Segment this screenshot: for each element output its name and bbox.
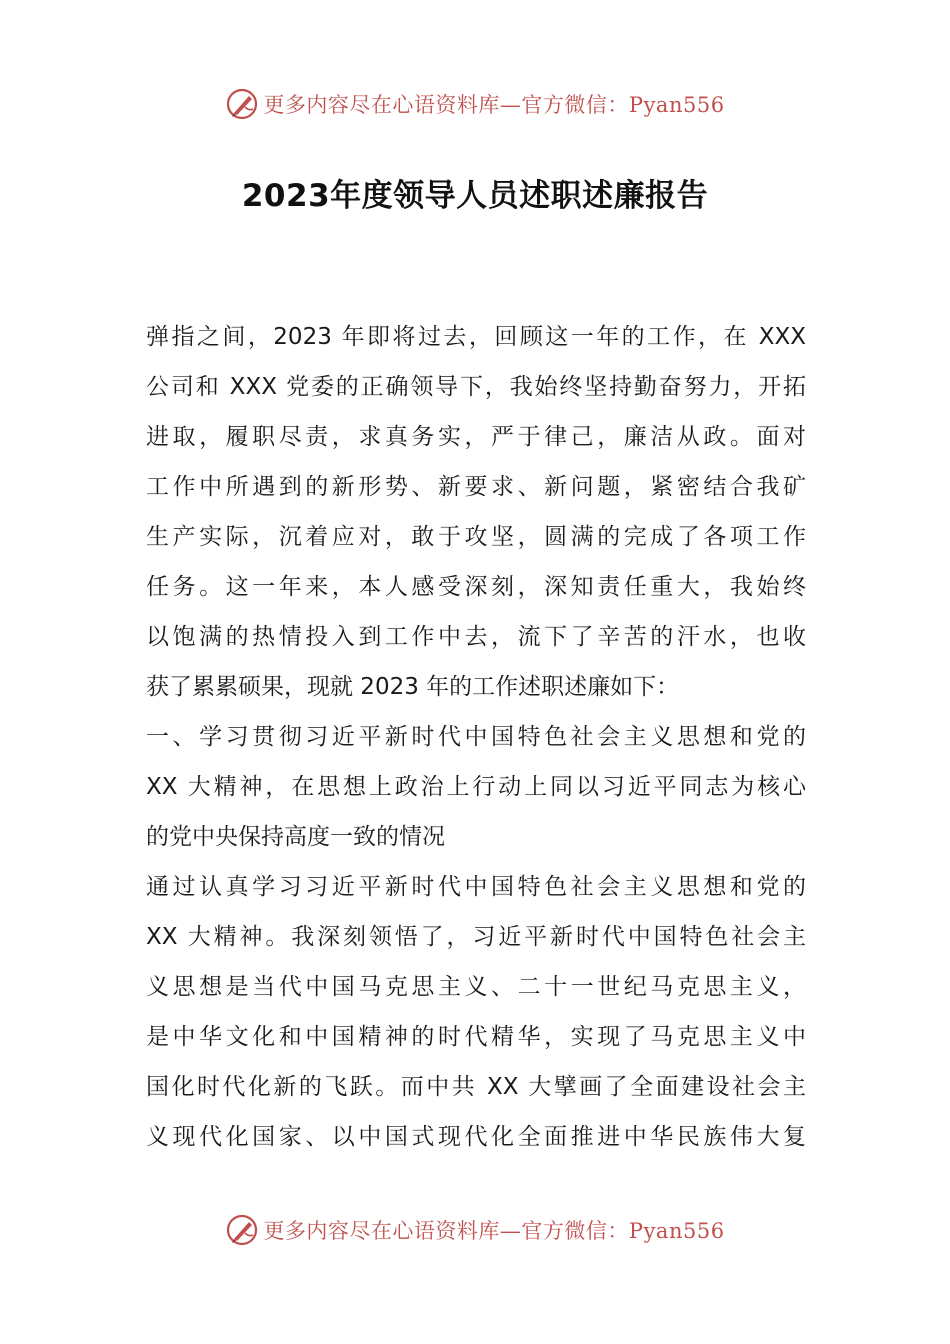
section-heading-1 — [146, 712, 806, 862]
text-line: 公司和 XXX 党委的正确领导下，我始终坚持勤奋努力，开拓 — [146, 374, 806, 400]
text-line: 以饱满的热情投入到工作中去，流下了辛苦的汗水，也收 — [146, 624, 806, 650]
footer-watermark-text: 更多内容尽在心语资料库—官方微信：Pyan556 — [263, 1219, 725, 1243]
pen-logo-icon — [225, 1213, 259, 1247]
paragraph-study — [146, 862, 806, 1162]
text-line: 义思想是当代中国马克思主义、二十一世纪马克思主义， — [146, 974, 806, 1000]
text-line: 义现代化国家、以中国式现代化全面推进中华民族伟大复 — [146, 1124, 806, 1150]
pen-logo-icon — [225, 87, 259, 121]
text-line: 通过认真学习习近平新时代中国特色社会主义思想和党的 — [146, 874, 806, 900]
text-line: 国化时代化新的飞跃。而中共 XX 大擘画了全面建设社会主 — [146, 1074, 806, 1100]
paragraph-intro — [146, 312, 806, 712]
text-line: 生产实际，沉着应对，敢于攻坚，圆满的完成了各项工作 — [146, 524, 806, 550]
text-line: 是中华文化和中国精神的时代精华，实现了马克思主义中 — [146, 1024, 806, 1050]
header-watermark-text: 更多内容尽在心语资料库—官方微信：Pyan556 — [263, 93, 725, 117]
text-line: 工作中所遇到的新形势、新要求、新问题，紧密结合我矿 — [146, 474, 806, 500]
text-line: 进取，履职尽责，求真务实，严于律己，廉洁从政。面对 — [146, 424, 806, 450]
text-line: 任务。这一年来，本人感受深刻，深知责任重大，我始终 — [146, 574, 806, 600]
text-line: 获了累累硕果，现就 2023 年的工作述职述廉如下： — [146, 674, 680, 700]
page-title: 2023年度领导人员述职述廉报告 — [241, 178, 709, 214]
footer-watermark — [0, 1208, 950, 1252]
text-line: 一、学习贯彻习近平新时代中国特色社会主义思想和党的 — [146, 724, 806, 750]
document-body — [146, 312, 806, 1162]
text-line: 的党中央保持高度一致的情况 — [146, 824, 445, 850]
text-line: XX 大精神。我深刻领悟了，习近平新时代中国特色社会主 — [146, 924, 806, 950]
text-line: 弹指之间，2023 年即将过去，回顾这一年的工作，在 XXX — [146, 324, 806, 350]
header-watermark — [0, 82, 950, 126]
text-line: XX 大精神，在思想上政治上行动上同以习近平同志为核心 — [146, 774, 806, 800]
